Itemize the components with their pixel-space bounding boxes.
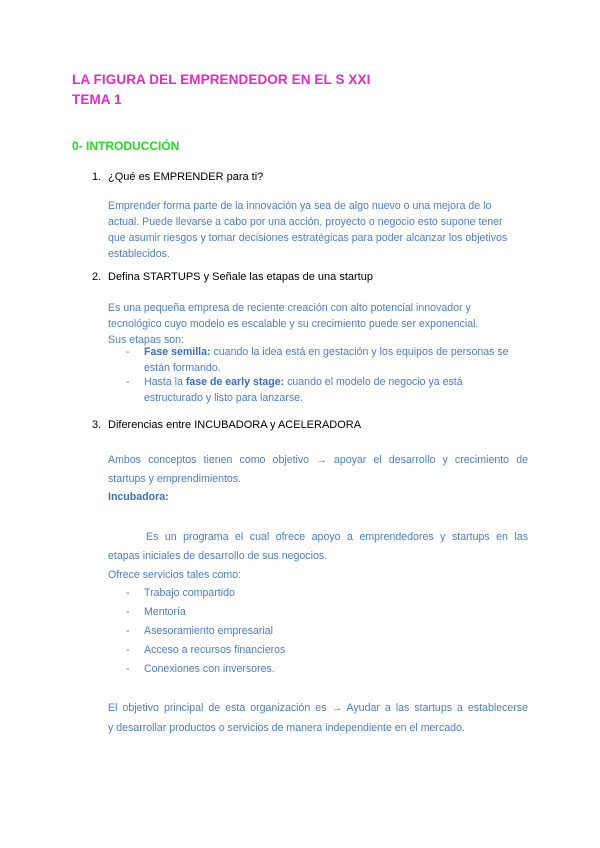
bullet-dash: - [126, 376, 130, 388]
section-heading: 0- INTRODUCCIÓN [72, 139, 180, 153]
answer-1-line: que asumir riesgos y tomar decisiones estratégicas para poder alcanzar los objetivos [108, 232, 508, 244]
answer-2-line: Sus etapas son: [108, 334, 184, 346]
list-item [126, 604, 186, 620]
list-item [126, 623, 273, 639]
stage-item-early [126, 374, 463, 406]
stage-item-semilla [126, 344, 509, 376]
bullet-dash: - [126, 606, 130, 618]
bullet-dash: - [126, 625, 130, 637]
stage-1-text: cuando la idea está en gestación y los equipos de personas se [210, 346, 509, 358]
service-text: Conexiones con inversores. [144, 663, 275, 675]
question-1-number: 1. [92, 171, 102, 183]
incubadora-line1: Es un programa el cual ofrece apoyo a emprendedores y startups en las [146, 531, 528, 543]
stage-2-continuation: estructurado y listo para lanzarse. [144, 392, 303, 404]
stage-2-label: fase de early stage: [185, 376, 285, 388]
bullet-dash: - [126, 644, 130, 656]
question-2 [92, 271, 373, 283]
service-text: Asesoramiento empresarial [144, 625, 273, 637]
objective-line2: y desarrollar productos o servicios de manera independiente en el mercado. [108, 722, 465, 734]
service-text: Acceso a recursos financieros [144, 644, 286, 656]
incubadora-label: Incubadora: [108, 491, 169, 503]
list-item [126, 585, 235, 601]
answer-1-line: actual. Puede llevarse a cabo por una acción, proyecto o negocio esto supone tener [108, 216, 503, 228]
answer-1-line: Emprender forma parte de la innovación ya sea de algo nuevo o una mejora de lo [108, 200, 492, 212]
answer-3-intro-line2: startups y emprendimientos. [108, 473, 242, 485]
stage-2-text: cuando el modelo de negocio ya está [284, 376, 463, 388]
document-subtitle: TEMA 1 [72, 92, 122, 107]
bullet-dash: - [126, 587, 130, 599]
question-3 [92, 419, 361, 431]
answer-3-intro-line1: Ambos conceptos tienen como objetivo → apoyar el desarrollo y crecimiento de [108, 454, 528, 466]
bullet-dash: - [126, 663, 130, 675]
incubadora-line2: etapas iniciales de desarrollo de sus negocios. [108, 550, 328, 562]
services-intro: Ofrece servicios tales como: [108, 569, 242, 581]
answer-2-line: tecnológico cuyo modelo es escalable y su crecimiento puede ser exponencial. [108, 318, 479, 330]
list-item [126, 642, 285, 658]
answer-2 [108, 300, 528, 348]
answer-1-line: establecidos. [108, 248, 170, 260]
question-1-text: ¿Qué es EMPRENDER para ti? [108, 171, 264, 183]
stage-1-continuation: están formando. [144, 362, 221, 374]
question-1 [92, 171, 263, 183]
service-text: Trabajo compartido [144, 587, 235, 599]
answer-1 [108, 198, 528, 262]
document-title: LA FIGURA DEL EMPRENDEDOR EN EL S XXI [72, 72, 371, 87]
service-text: Mentoría [144, 606, 186, 618]
answer-2-line: Es una pequeña empresa de reciente creación con alto potencial innovador y [108, 302, 471, 314]
question-3-number: 3. [92, 419, 102, 431]
stage-2-prefix: Hasta la [144, 376, 186, 388]
question-2-text: Defina STARTUPS y Señale las etapas de una startup [108, 271, 373, 283]
question-2-number: 2. [92, 271, 102, 283]
stage-1-label: Fase semilla: [144, 346, 211, 358]
question-3-text: Diferencias entre INCUBADORA y ACELERADORA [108, 419, 362, 431]
objective-line1: El objetivo principal de esta organización es → Ayudar a las startups a establecerse [108, 702, 528, 714]
bullet-dash: - [126, 346, 130, 358]
list-item [126, 661, 275, 677]
